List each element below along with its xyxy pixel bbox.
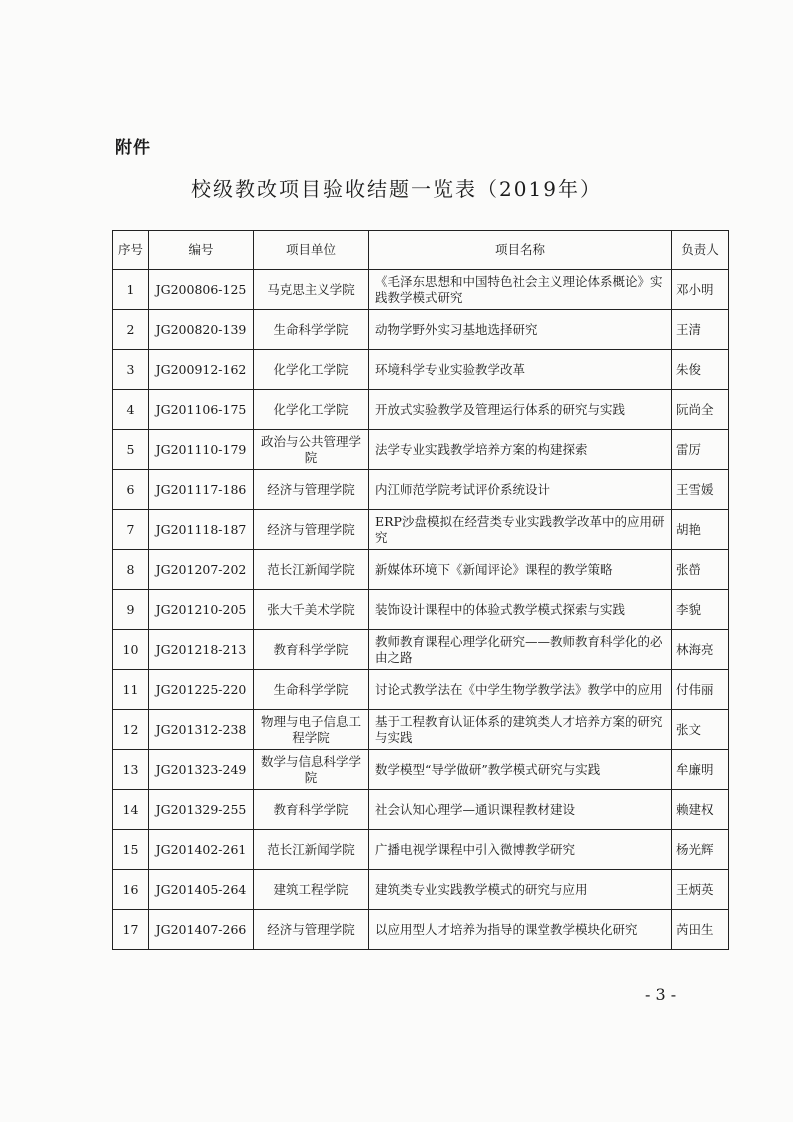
project-unit: 化学化工学院	[254, 390, 369, 430]
project-name: 法学专业实践教学培养方案的构建探索	[369, 430, 672, 470]
table-row	[113, 790, 729, 830]
row-number: 10	[113, 630, 149, 670]
header-name: 项目名称	[369, 231, 672, 270]
project-leader: 张嵤	[672, 550, 729, 590]
table-row	[113, 550, 729, 590]
row-number: 17	[113, 910, 149, 950]
row-number: 15	[113, 830, 149, 870]
table-header-row	[113, 231, 729, 270]
header-no: 序号	[113, 231, 149, 270]
project-name: 《毛泽东思想和中国特色社会主义理论体系概论》实践教学模式研究	[369, 270, 672, 310]
project-table	[112, 230, 729, 950]
table-row	[113, 750, 729, 790]
project-unit: 范长江新闻学院	[254, 550, 369, 590]
project-leader: 杨光辉	[672, 830, 729, 870]
header-code: 编号	[149, 231, 254, 270]
row-number: 5	[113, 430, 149, 470]
table-row	[113, 430, 729, 470]
project-leader: 阮尚全	[672, 390, 729, 430]
project-leader: 付伟丽	[672, 670, 729, 710]
project-name: 社会认知心理学—通识课程教材建设	[369, 790, 672, 830]
project-leader: 牟廉明	[672, 750, 729, 790]
table-row	[113, 830, 729, 870]
project-leader: 邓小明	[672, 270, 729, 310]
row-number: 16	[113, 870, 149, 910]
project-name: 数学模型“导学做研”教学模式研究与实践	[369, 750, 672, 790]
table-row	[113, 670, 729, 710]
project-unit: 化学化工学院	[254, 350, 369, 390]
table-row	[113, 310, 729, 350]
project-leader: 芮田生	[672, 910, 729, 950]
project-unit: 物理与电子信息工程学院	[254, 710, 369, 750]
project-code: JG200820-139	[149, 310, 254, 350]
row-number: 2	[113, 310, 149, 350]
row-number: 9	[113, 590, 149, 630]
project-code: JG201402-261	[149, 830, 254, 870]
table-row	[113, 870, 729, 910]
row-number: 12	[113, 710, 149, 750]
project-unit: 马克思主义学院	[254, 270, 369, 310]
project-name: 环境科学专业实验教学改革	[369, 350, 672, 390]
project-code: JG201106-175	[149, 390, 254, 430]
project-code: JG201207-202	[149, 550, 254, 590]
project-code: JG201117-186	[149, 470, 254, 510]
row-number: 8	[113, 550, 149, 590]
project-code: JG201407-266	[149, 910, 254, 950]
row-number: 11	[113, 670, 149, 710]
table-row	[113, 590, 729, 630]
row-number: 6	[113, 470, 149, 510]
project-name: 教师教育课程心理学化研究——教师教育科学化的必由之路	[369, 630, 672, 670]
project-name: 讨论式教学法在《中学生物学教学法》教学中的应用	[369, 670, 672, 710]
project-name: 动物学野外实习基地选择研究	[369, 310, 672, 350]
project-unit: 政治与公共管理学院	[254, 430, 369, 470]
row-number: 4	[113, 390, 149, 430]
project-unit: 生命科学学院	[254, 670, 369, 710]
project-code: JG201405-264	[149, 870, 254, 910]
table-row	[113, 910, 729, 950]
project-unit: 生命科学学院	[254, 310, 369, 350]
table-row	[113, 390, 729, 430]
project-leader: 胡艳	[672, 510, 729, 550]
project-unit: 经济与管理学院	[254, 470, 369, 510]
table-row	[113, 350, 729, 390]
table-row	[113, 270, 729, 310]
page-number: - 3 -	[645, 985, 677, 1004]
project-name: 开放式实验教学及管理运行体系的研究与实践	[369, 390, 672, 430]
table-row	[113, 630, 729, 670]
project-code: JG201225-220	[149, 670, 254, 710]
project-code: JG201110-179	[149, 430, 254, 470]
table-row	[113, 710, 729, 750]
project-unit: 数学与信息科学学院	[254, 750, 369, 790]
header-unit: 项目单位	[254, 231, 369, 270]
project-code: JG201323-249	[149, 750, 254, 790]
project-leader: 张文	[672, 710, 729, 750]
row-number: 13	[113, 750, 149, 790]
project-code: JG200806-125	[149, 270, 254, 310]
project-leader: 李貌	[672, 590, 729, 630]
project-name: ERP沙盘模拟在经营类专业实践教学改革中的应用研究	[369, 510, 672, 550]
row-number: 1	[113, 270, 149, 310]
project-leader: 赖建权	[672, 790, 729, 830]
project-leader: 雷厉	[672, 430, 729, 470]
project-unit: 教育科学学院	[254, 630, 369, 670]
row-number: 7	[113, 510, 149, 550]
project-unit: 建筑工程学院	[254, 870, 369, 910]
project-unit: 教育科学学院	[254, 790, 369, 830]
project-code: JG201210-205	[149, 590, 254, 630]
project-leader: 林海亮	[672, 630, 729, 670]
attachment-label: 附件	[115, 138, 151, 158]
row-number: 3	[113, 350, 149, 390]
project-code: JG201118-187	[149, 510, 254, 550]
project-leader: 朱俊	[672, 350, 729, 390]
project-leader: 王炳英	[672, 870, 729, 910]
project-leader: 王雪媛	[672, 470, 729, 510]
project-name: 基于工程教育认证体系的建筑类人才培养方案的研究与实践	[369, 710, 672, 750]
project-leader: 王清	[672, 310, 729, 350]
project-name: 内江师范学院考试评价系统设计	[369, 470, 672, 510]
project-code: JG201312-238	[149, 710, 254, 750]
project-unit: 张大千美术学院	[254, 590, 369, 630]
project-code: JG201218-213	[149, 630, 254, 670]
project-code: JG201329-255	[149, 790, 254, 830]
table-row	[113, 470, 729, 510]
project-name: 装饰设计课程中的体验式教学模式探索与实践	[369, 590, 672, 630]
project-name: 新媒体环境下《新闻评论》课程的教学策略	[369, 550, 672, 590]
project-unit: 经济与管理学院	[254, 910, 369, 950]
header-leader: 负责人	[672, 231, 729, 270]
row-number: 14	[113, 790, 149, 830]
page-title: 校级教改项目验收结题一览表（2019年）	[191, 177, 602, 201]
project-unit: 经济与管理学院	[254, 510, 369, 550]
table-row	[113, 510, 729, 550]
project-code: JG200912-162	[149, 350, 254, 390]
project-name: 广播电视学课程中引入微博教学研究	[369, 830, 672, 870]
project-name: 以应用型人才培养为指导的课堂教学模块化研究	[369, 910, 672, 950]
project-name: 建筑类专业实践教学模式的研究与应用	[369, 870, 672, 910]
project-unit: 范长江新闻学院	[254, 830, 369, 870]
